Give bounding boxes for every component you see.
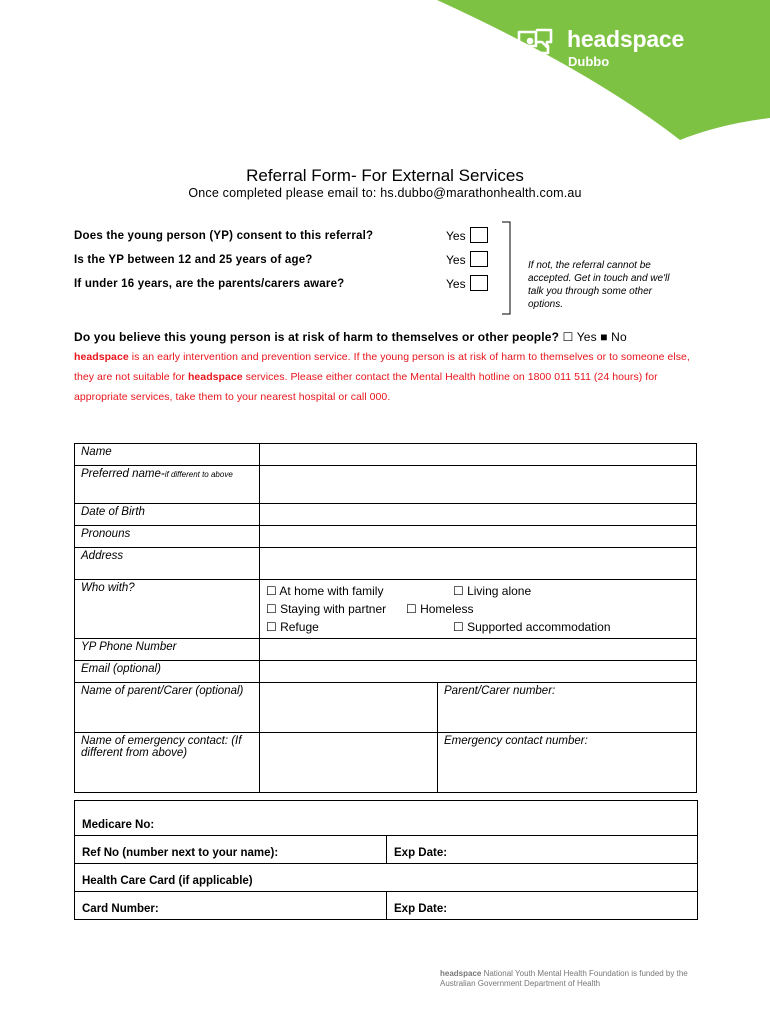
age-yes-checkbox[interactable]: [470, 251, 488, 267]
medicare-exp-date-field[interactable]: Exp Date:: [387, 836, 698, 864]
logo-brand-name: headspace: [567, 26, 685, 52]
dob-field[interactable]: [260, 504, 697, 526]
risk-question: Do you believe this young person is at risk of harm to themselves or other people?: [74, 330, 560, 344]
emergency-name-label: Name of emergency contact: (If different from above): [75, 733, 260, 793]
bracket-divider: [500, 220, 520, 320]
age-question: Is the YP between 12 and 25 years of age?: [74, 254, 313, 266]
parents-aware-yes-checkbox[interactable]: [470, 275, 488, 291]
warning-brand: headspace: [74, 351, 129, 363]
preferred-name-text: Preferred name-: [81, 468, 165, 480]
preferred-name-field[interactable]: [260, 466, 697, 504]
phone-label: YP Phone Number: [75, 639, 260, 661]
risk-yes-option[interactable]: ☐ Yes: [562, 330, 597, 344]
medicare-table: [74, 800, 698, 920]
parent-name-field[interactable]: [260, 683, 438, 733]
warning-text-1: is an early intervention and prevention service. If the young person is at risk of harm to themselves or to someone else, they are not suitable for: [74, 351, 690, 383]
card-number-field[interactable]: Card Number:: [75, 892, 387, 920]
page-subtitle: Once completed please email to: hs.dubbo@marathonhealth.com.au: [188, 186, 582, 200]
young-person-details-table: [74, 443, 697, 793]
pronouns-field[interactable]: [260, 526, 697, 548]
warning-text-2: services. Please either contact the Mental Health hotline on 1800 011 511 (24 hours) for appropriate services, take them to your nearest hospital or call 000.: [74, 371, 658, 403]
option-staying-with-partner[interactable]: ☐ Staying with partner: [266, 602, 387, 616]
yes-label: Yes: [446, 229, 466, 243]
medicare-no-field[interactable]: Medicare No:: [75, 801, 698, 836]
address-field[interactable]: [260, 548, 697, 580]
parent-number-label[interactable]: Parent/Carer number:: [438, 683, 697, 733]
footer-brand: headspace: [440, 969, 482, 978]
ref-no-field[interactable]: Ref No (number next to your name):: [75, 836, 387, 864]
header-logo-area: [0, 0, 770, 140]
risk-no-option[interactable]: ■ No: [600, 330, 627, 344]
option-home-with-family[interactable]: ☐ At home with family: [266, 584, 384, 598]
who-with-label: Who with?: [75, 580, 260, 639]
risk-question-row: [74, 330, 627, 344]
card-exp-date-field[interactable]: Exp Date:: [387, 892, 698, 920]
consent-note: If not, the referral cannot be accepted. Get in touch and we'll talk you through some other options.: [528, 260, 670, 310]
emergency-name-field[interactable]: [260, 733, 438, 793]
preferred-name-hint: if different to above: [164, 470, 233, 479]
email-field[interactable]: [260, 661, 697, 683]
parent-name-label: Name of parent/Carer (optional): [75, 683, 260, 733]
option-homeless[interactable]: ☐ Homeless: [406, 602, 474, 616]
consent-yes-checkbox[interactable]: [470, 227, 488, 243]
option-supported-accommodation[interactable]: ☐ Supported accommodation: [453, 620, 611, 634]
emergency-number-label[interactable]: Emergency contact number:: [438, 733, 697, 793]
warning-brand: headspace: [187, 371, 243, 383]
risk-warning: [74, 347, 694, 407]
parents-aware-question: If under 16 years, are the parents/carers aware?: [74, 278, 345, 290]
preferred-name-label: [75, 466, 260, 504]
name-field[interactable]: [260, 444, 697, 466]
page-title: Referral Form- For External Services: [246, 166, 524, 185]
option-living-alone[interactable]: ☐ Living alone: [453, 584, 532, 598]
footer-text: National Youth Mental Health Foundation is funded by the Australian Government Department of Health: [440, 969, 688, 988]
yes-label: Yes: [446, 277, 466, 291]
who-with-options: [260, 580, 697, 639]
logo-location: Dubbo: [568, 54, 610, 69]
logo-green-banner: [0, 0, 770, 140]
name-label: Name: [75, 444, 260, 466]
health-care-card-label: Health Care Card (if applicable): [75, 864, 698, 892]
yes-label: Yes: [446, 253, 466, 267]
pronouns-label: Pronouns: [75, 526, 260, 548]
footer-funding-note: [440, 969, 710, 989]
address-label: Address: [75, 548, 260, 580]
option-refuge[interactable]: ☐ Refuge: [266, 620, 319, 634]
phone-field[interactable]: [260, 639, 697, 661]
dob-label: Date of Birth: [75, 504, 260, 526]
email-label: Email (optional): [75, 661, 260, 683]
consent-question: Does the young person (YP) consent to this referral?: [74, 230, 374, 242]
